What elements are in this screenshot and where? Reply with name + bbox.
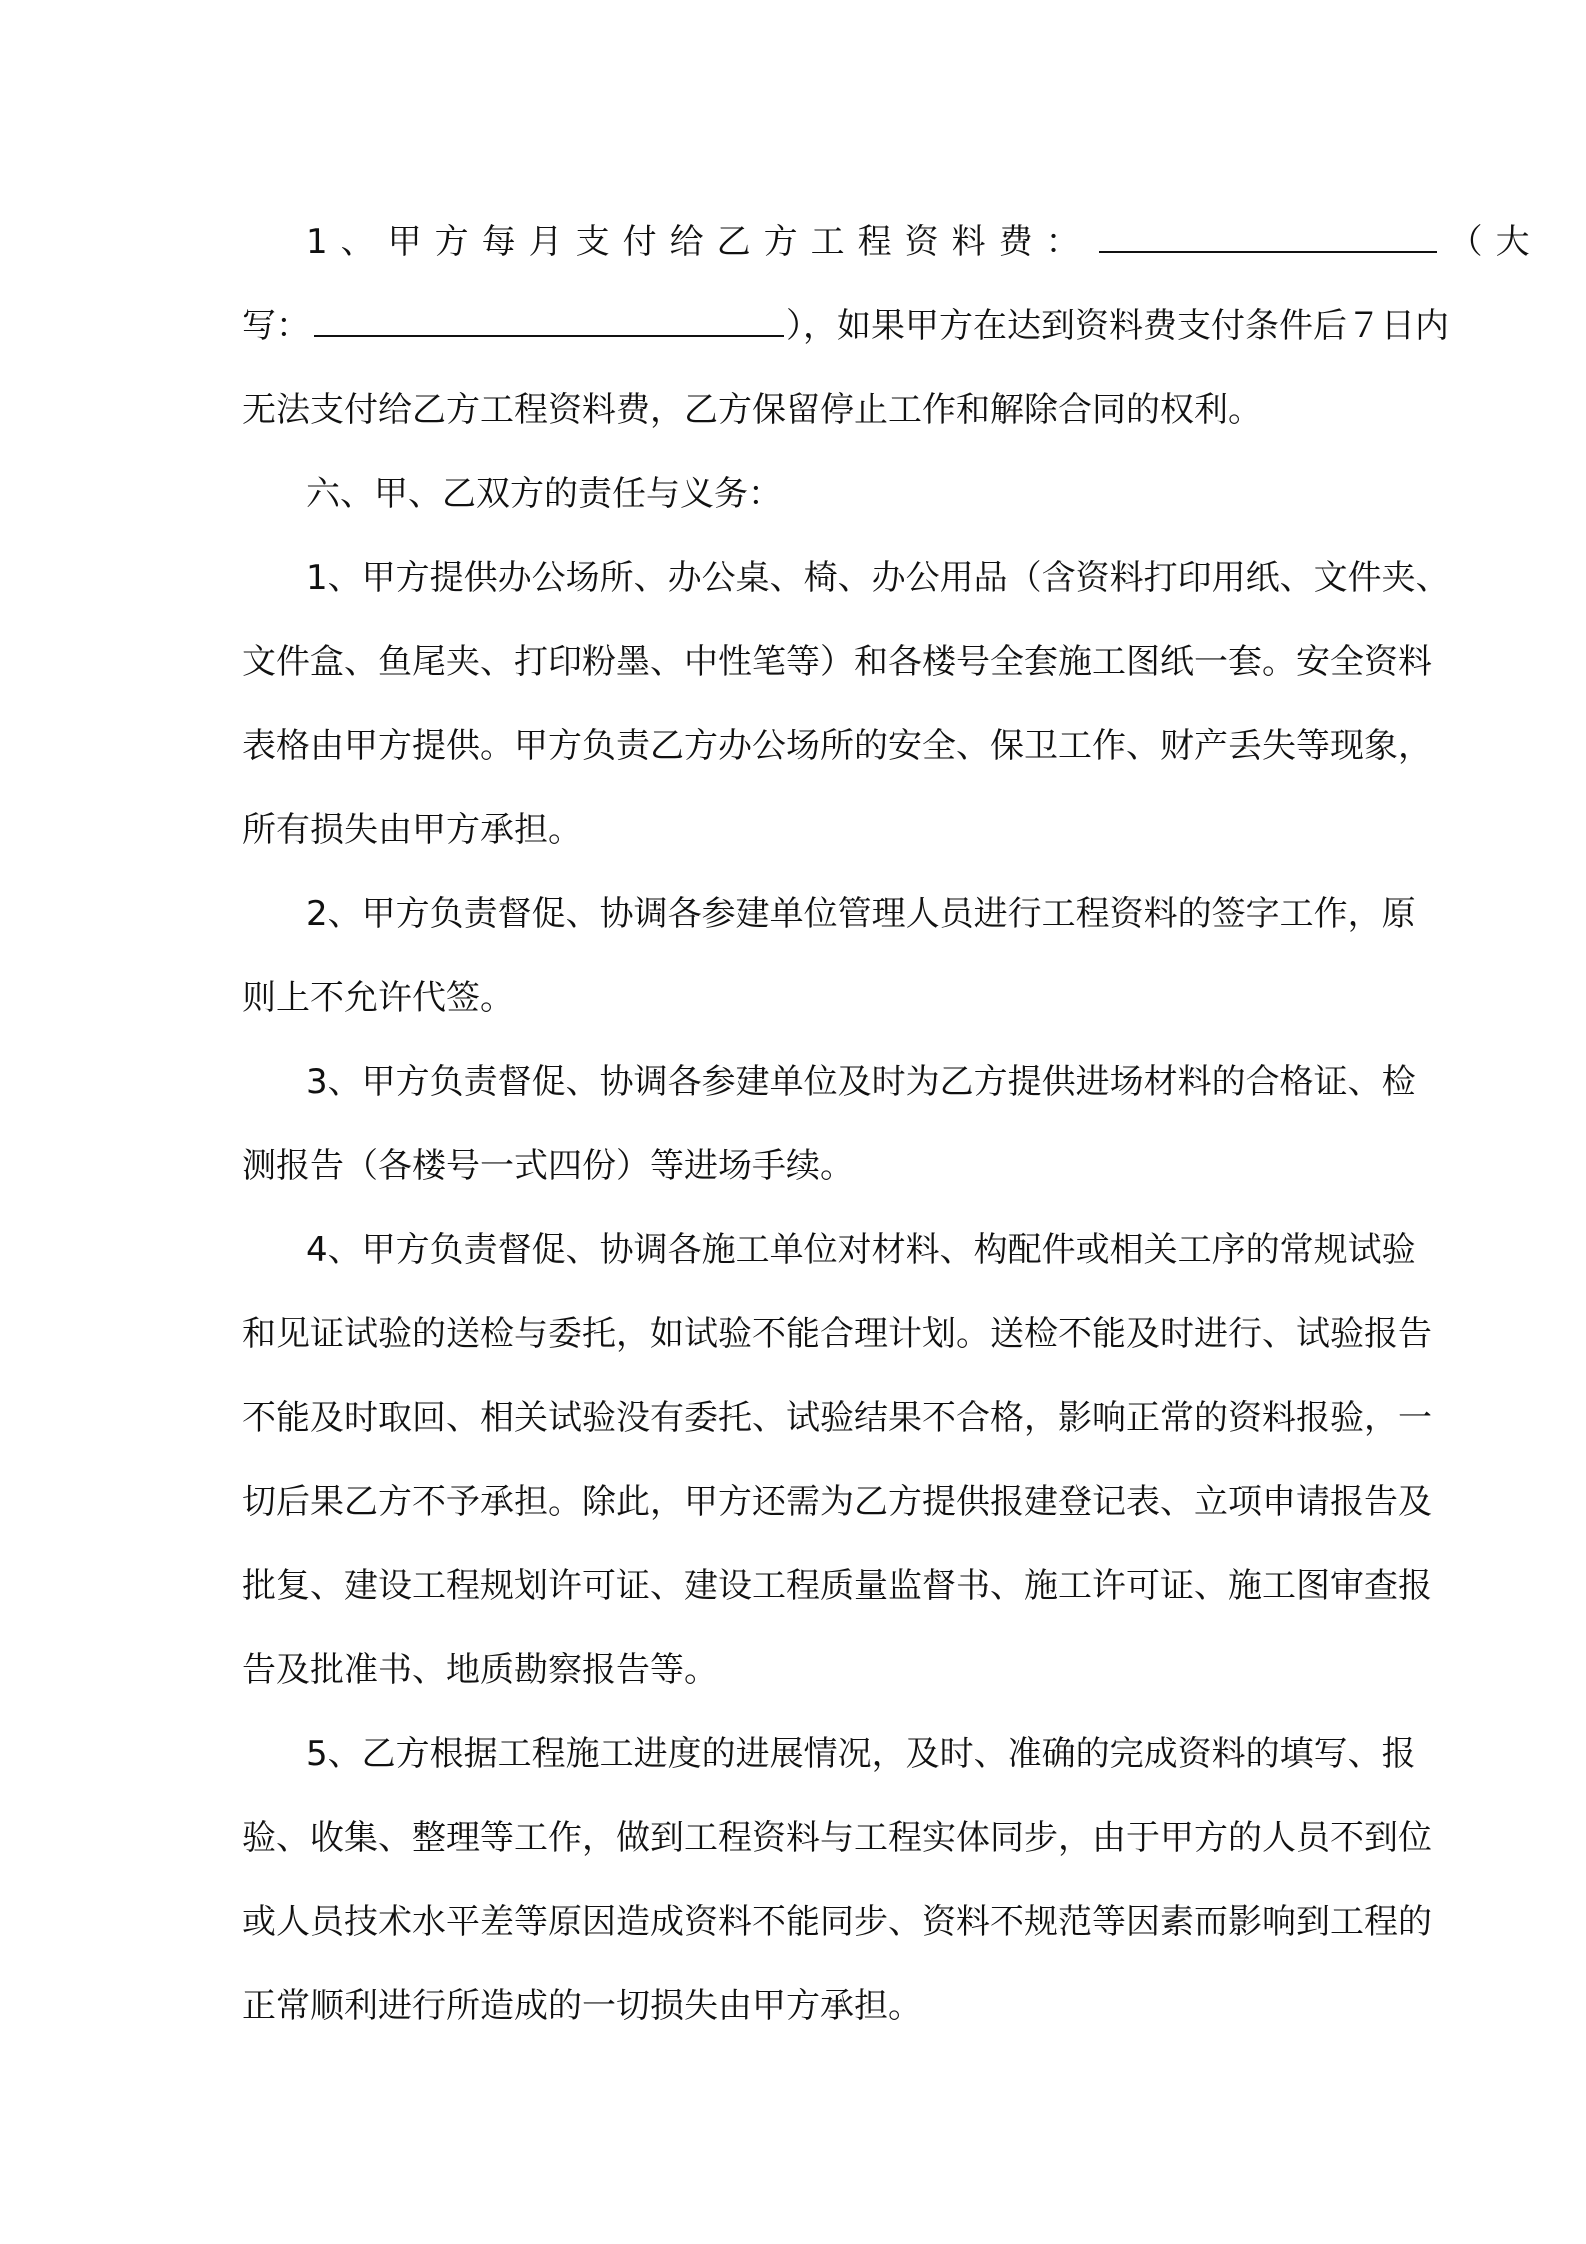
item-4-line: 4、甲方负责督促、协调各施工单位对材料、构配件或相关工序的常规试验 <box>306 1230 1416 1270</box>
item-1-line: 文件盒、鱼尾夹、打印粉墨、中性笔等）和各楼号全套施工图纸一套。安全资料 <box>242 642 1432 682</box>
item-5-line: 验、收集、整理等工作，做到工程资料与工程实体同步，由于甲方的人员不到位 <box>242 1818 1432 1858</box>
fee-uppercase-label: 写： <box>242 306 310 346</box>
item-2-line: 2、甲方负责督促、协调各参建单位管理人员进行工程资料的签字工作，原 <box>306 894 1416 934</box>
fee-clause-prefix: 1、甲方每月支付给乙方工程资料费： <box>306 222 1093 262</box>
item-3-line: 测报告（各楼号一式四份）等进场手续。 <box>242 1146 854 1186</box>
fee-clause-line-1 <box>242 200 1543 284</box>
item-1-line: 表格由甲方提供。甲方负责乙方办公场所的安全、保卫工作、财产丢失等现象， <box>242 726 1432 766</box>
item-1-line: 所有损失由甲方承担。 <box>242 810 582 850</box>
item-4-line: 和见证试验的送检与委托，如试验不能合理计划。送检不能及时进行、试验报告 <box>242 1314 1432 1354</box>
document-page <box>242 200 1543 2048</box>
item-1-line: 1、甲方提供办公场所、办公桌、椅、办公用品（含资料打印用纸、文件夹、 <box>306 558 1450 598</box>
item-5 <box>242 1712 1432 2048</box>
section-six-heading: 六、甲、乙双方的责任与义务： <box>306 474 782 514</box>
item-2-line: 则上不允许代签。 <box>242 978 514 1018</box>
item-2 <box>242 872 1416 1040</box>
item-4-line: 批复、建设工程规划许可证、建设工程质量监督书、施工许可证、施工图审查报 <box>242 1566 1432 1606</box>
item-5-line: 或人员技术水平差等原因造成资料不能同步、资料不规范等因素而影响到工程的 <box>242 1902 1432 1942</box>
fee-uppercase-blank <box>314 305 784 337</box>
fee-clause-line-3: 无法支付给乙方工程资料费，乙方保留停止工作和解除合同的权利。 <box>242 390 1262 430</box>
fee-amount-blank <box>1099 221 1437 253</box>
item-4-line: 不能及时取回、相关试验没有委托、试验结果不合格，影响正常的资料报验，一 <box>242 1398 1432 1438</box>
item-4-line: 告及批准书、地质勘察报告等。 <box>242 1650 718 1690</box>
item-5-line: 正常顺利进行所造成的一切损失由甲方承担。 <box>242 1986 922 2026</box>
item-1 <box>242 536 1450 872</box>
item-3-line: 3、甲方负责督促、协调各参建单位及时为乙方提供进场材料的合格证、检 <box>306 1062 1416 1102</box>
item-3 <box>242 1040 1416 1208</box>
fee-clause-line-2 <box>242 284 1449 368</box>
item-5-line: 5、乙方根据工程施工进度的进展情况，及时、准确的完成资料的填写、报 <box>306 1734 1416 1774</box>
item-4-line: 切后果乙方不予承担。除此，甲方还需为乙方提供报建登记表、立项申请报告及 <box>242 1482 1432 1522</box>
fee-clause-suffix: （大 <box>1448 222 1543 262</box>
fee-clause-continuation: ），如果甲方在达到资料费支付条件后７日内 <box>786 306 1449 346</box>
item-4 <box>242 1208 1432 1712</box>
